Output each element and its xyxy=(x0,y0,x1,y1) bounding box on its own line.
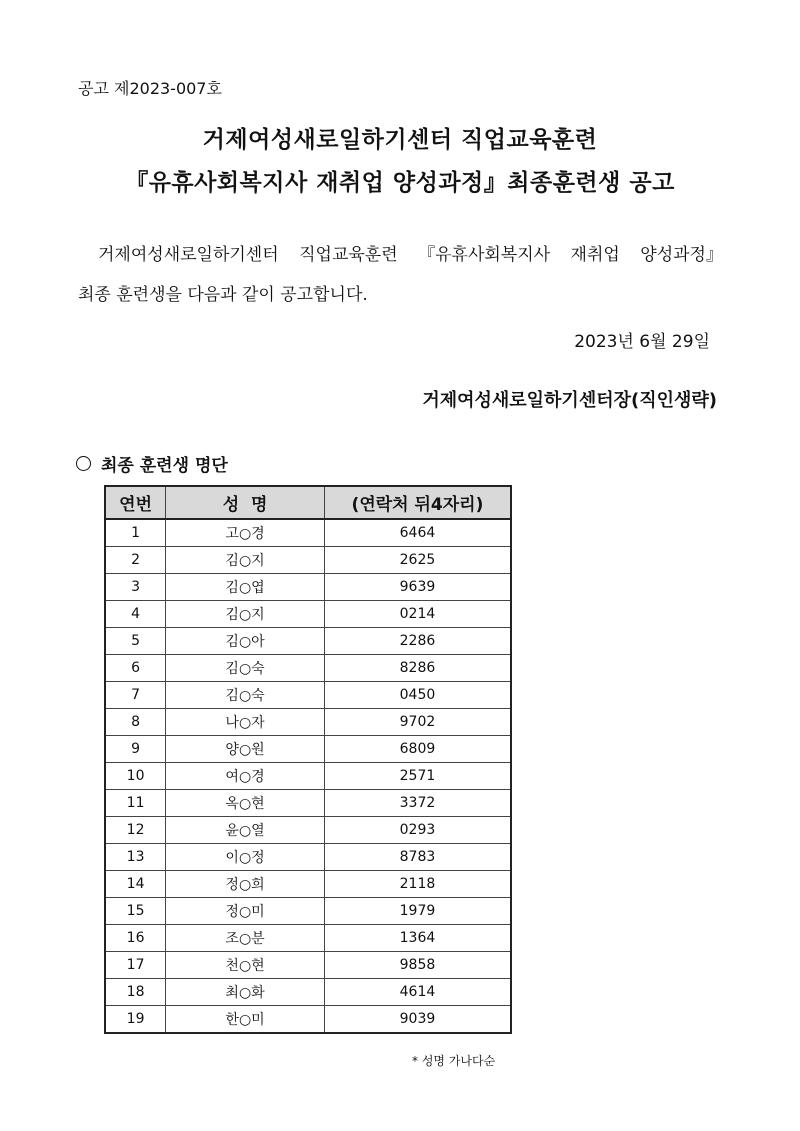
phone-last4: 1979 xyxy=(324,898,511,925)
phone-last4: 9702 xyxy=(324,709,511,736)
phone-last4: 9639 xyxy=(324,574,511,601)
title-line-1: 거제여성새로일하기센터 직업교육훈련 xyxy=(202,127,598,153)
table-row xyxy=(105,817,511,844)
table-row xyxy=(105,1006,511,1034)
trainee-name: 옥○현 xyxy=(166,790,325,817)
phone-last4: 6809 xyxy=(324,736,511,763)
row-number: 7 xyxy=(105,682,166,709)
trainee-name: 김○지 xyxy=(166,547,325,574)
table-row xyxy=(105,709,511,736)
footnote: * 성명 가나다순 xyxy=(412,1054,496,1068)
trainee-name: 김○지 xyxy=(166,601,325,628)
row-number: 13 xyxy=(105,844,166,871)
table-row xyxy=(105,763,511,790)
body-word: 양성과정』 xyxy=(640,245,723,265)
title-line-2: 『유휴사회복지사 재취업 양성과정』최종훈련생 공고 xyxy=(125,170,675,196)
phone-last4: 9858 xyxy=(324,952,511,979)
trainee-name: 김○아 xyxy=(166,628,325,655)
trainee-name: 한○미 xyxy=(166,1006,325,1034)
trainee-name: 여○경 xyxy=(166,763,325,790)
phone-last4: 2571 xyxy=(324,763,511,790)
table-row xyxy=(105,574,511,601)
notice-date: 2023년 6월 29일 xyxy=(574,332,710,352)
table-body xyxy=(105,519,511,1033)
table-row xyxy=(105,601,511,628)
phone-last4: 0450 xyxy=(324,682,511,709)
row-number: 12 xyxy=(105,817,166,844)
table-row xyxy=(105,628,511,655)
header-name: 성 명 xyxy=(166,486,325,519)
phone-last4: 0293 xyxy=(324,817,511,844)
row-number: 18 xyxy=(105,979,166,1006)
table-header-row xyxy=(105,486,511,519)
phone-last4: 2118 xyxy=(324,871,511,898)
notice-number: 공고 제2023-007호 xyxy=(78,79,222,98)
row-number: 4 xyxy=(105,601,166,628)
phone-last4: 2625 xyxy=(324,547,511,574)
table-row xyxy=(105,952,511,979)
table-row xyxy=(105,655,511,682)
trainee-name: 김○숙 xyxy=(166,682,325,709)
trainee-name: 고○경 xyxy=(166,519,325,547)
phone-last4: 8783 xyxy=(324,844,511,871)
row-number: 10 xyxy=(105,763,166,790)
table-row xyxy=(105,871,511,898)
body-paragraph-line-1 xyxy=(98,240,723,265)
table-row xyxy=(105,519,511,547)
row-number: 14 xyxy=(105,871,166,898)
row-number: 17 xyxy=(105,952,166,979)
row-number: 19 xyxy=(105,1006,166,1034)
trainee-table xyxy=(104,485,512,1034)
row-number: 16 xyxy=(105,925,166,952)
trainee-name: 김○숙 xyxy=(166,655,325,682)
header-phone: (연락처 뒤4자리) xyxy=(324,486,511,519)
row-number: 2 xyxy=(105,547,166,574)
table-row xyxy=(105,547,511,574)
phone-last4: 8286 xyxy=(324,655,511,682)
phone-last4: 9039 xyxy=(324,1006,511,1034)
row-number: 3 xyxy=(105,574,166,601)
row-number: 1 xyxy=(105,519,166,547)
section-heading-text: 최종 훈련생 명단 xyxy=(101,456,228,476)
table-row xyxy=(105,844,511,871)
trainee-name: 이○정 xyxy=(166,844,325,871)
circle-bullet-icon xyxy=(76,456,91,471)
table-row xyxy=(105,979,511,1006)
phone-last4: 3372 xyxy=(324,790,511,817)
row-number: 6 xyxy=(105,655,166,682)
row-number: 15 xyxy=(105,898,166,925)
body-paragraph-line-2: 최종 훈련생을 다음과 같이 공고합니다. xyxy=(78,285,368,305)
row-number: 5 xyxy=(105,628,166,655)
phone-last4: 4614 xyxy=(324,979,511,1006)
trainee-name: 최○화 xyxy=(166,979,325,1006)
trainee-name: 양○원 xyxy=(166,736,325,763)
phone-last4: 0214 xyxy=(324,601,511,628)
table-row xyxy=(105,736,511,763)
section-heading xyxy=(76,451,228,476)
table-row xyxy=(105,898,511,925)
phone-last4: 6464 xyxy=(324,519,511,547)
row-number: 11 xyxy=(105,790,166,817)
table-row xyxy=(105,925,511,952)
table-row xyxy=(105,682,511,709)
row-number: 8 xyxy=(105,709,166,736)
trainee-name: 천○현 xyxy=(166,952,325,979)
trainee-name: 윤○열 xyxy=(166,817,325,844)
row-number: 9 xyxy=(105,736,166,763)
header-number: 연번 xyxy=(105,486,166,519)
trainee-name: 김○엽 xyxy=(166,574,325,601)
trainee-name: 정○미 xyxy=(166,898,325,925)
trainee-name: 정○희 xyxy=(166,871,325,898)
body-word: 『유휴사회복지사 xyxy=(418,245,551,265)
phone-last4: 2286 xyxy=(324,628,511,655)
table-row xyxy=(105,790,511,817)
body-word: 거제여성새로일하기센터 xyxy=(98,245,279,265)
trainee-name: 조○분 xyxy=(166,925,325,952)
body-word: 재취업 xyxy=(570,245,620,265)
trainee-name: 나○자 xyxy=(166,709,325,736)
body-word: 직업교육훈련 xyxy=(299,245,398,265)
signature: 거제여성새로일하기센터장(직인생략) xyxy=(422,390,717,411)
phone-last4: 1364 xyxy=(324,925,511,952)
